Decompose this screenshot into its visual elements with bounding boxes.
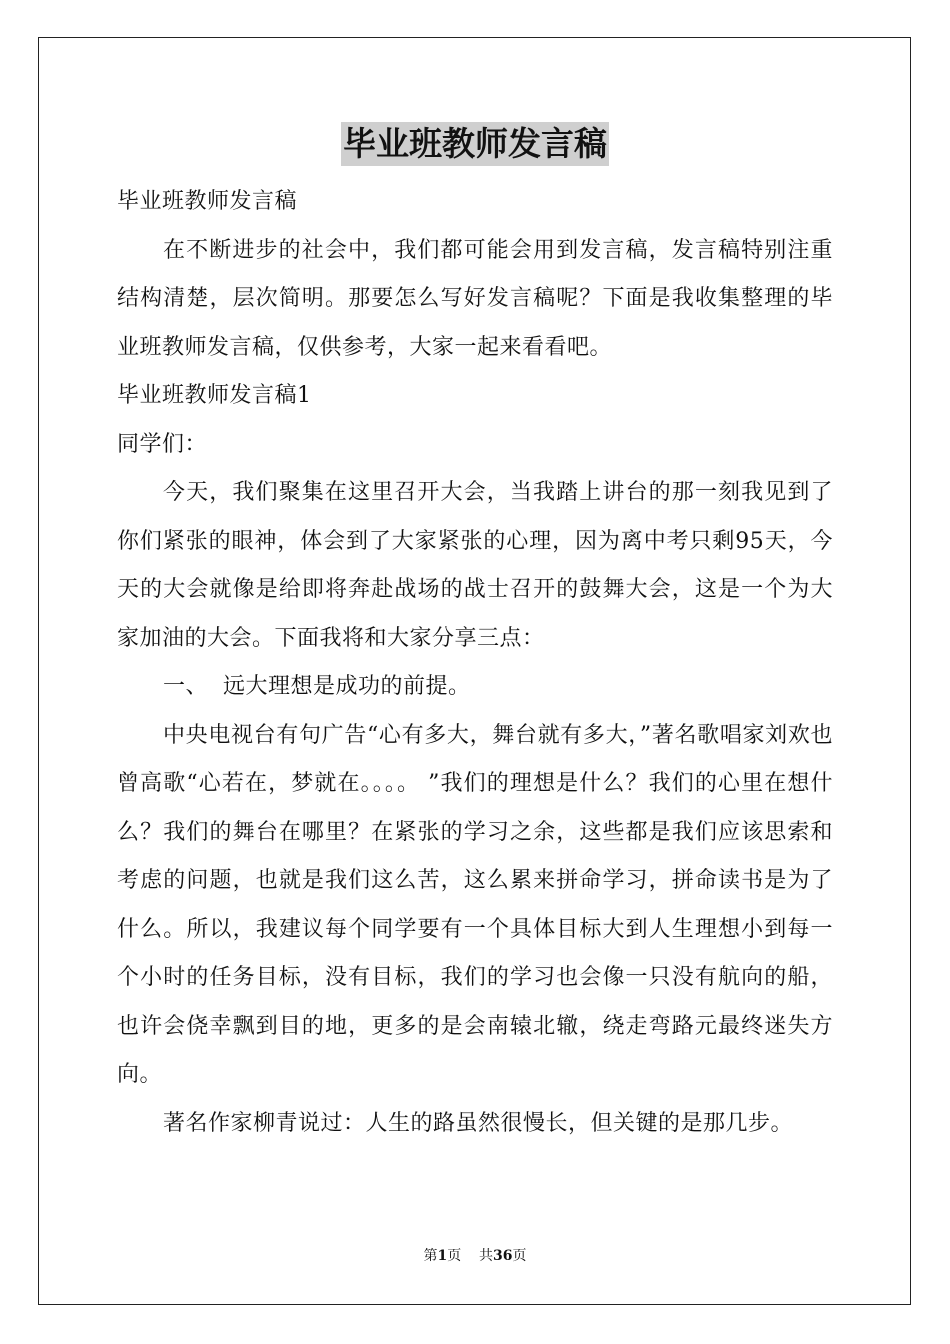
section-heading: 毕业班教师发言稿1 [117, 383, 312, 408]
page-footer [0, 1246, 950, 1266]
body-paragraph-1: 今天，我们聚集在这里召开大会，当我踏上讲台的那一刻我见到了你们紧张的眼神，体会到了大家紧张的心理，因为离中考只剩95天，今天的大会就像是给即将奔赴战场的战士召开的鼓舞大会，这是一个为大家加油的大会。下面我将和大家分享三点： [117, 480, 833, 651]
page-total: 36 [493, 1248, 513, 1264]
point-heading-1: 一、 远大理想是成功的前提。 [163, 674, 471, 699]
document-body [117, 178, 833, 1148]
total-suffix: 页 [512, 1248, 527, 1264]
greeting: 同学们： [117, 431, 208, 457]
document-title: 毕业班教师发言稿 [341, 122, 609, 166]
intro-paragraph: 在不断进步的社会中，我们都可能会用到发言稿，发言稿特别注重结构清楚，层次简明。那要怎么写好发言稿呢？下面是我收集整理的毕业班教师发言稿，仅供参考，大家一起来看看吧。 [117, 237, 833, 360]
page-prefix: 第 [423, 1248, 438, 1264]
total-prefix: 共 [479, 1248, 494, 1264]
document-subtitle: 毕业班教师发言稿 [117, 189, 298, 214]
title-container [0, 122, 950, 166]
page-suffix: 页 [447, 1248, 462, 1264]
page-current: 1 [437, 1248, 448, 1264]
body-paragraph-2: 中央电视台有句广告“心有多大，舞台就有多大，”著名歌唱家刘欢也曾高歌“心若在，梦就在。。。。 ”我们的理想是什么？我们的心里在想什么？我们的舞台在哪里？在紧张的学习之余，这些都是我们应该思索和考虑的问题，也就是我们这么苦，这么累来拼命学习，拼命读书是为了什么。所以，我建议每个同学要有一个具体目标大到人生理想小到每一个小时的任务目标，没有目标，我们的学习也会像一只没有航向的船，也许会侥幸飘到目的地，更多的是会南辕北辙，绕走弯路元最终迷失方向。 [117, 722, 833, 1087]
body-paragraph-3: 著名作家柳青说过：人生的路虽然很慢长，但关键的是那几步。 [163, 1110, 794, 1136]
